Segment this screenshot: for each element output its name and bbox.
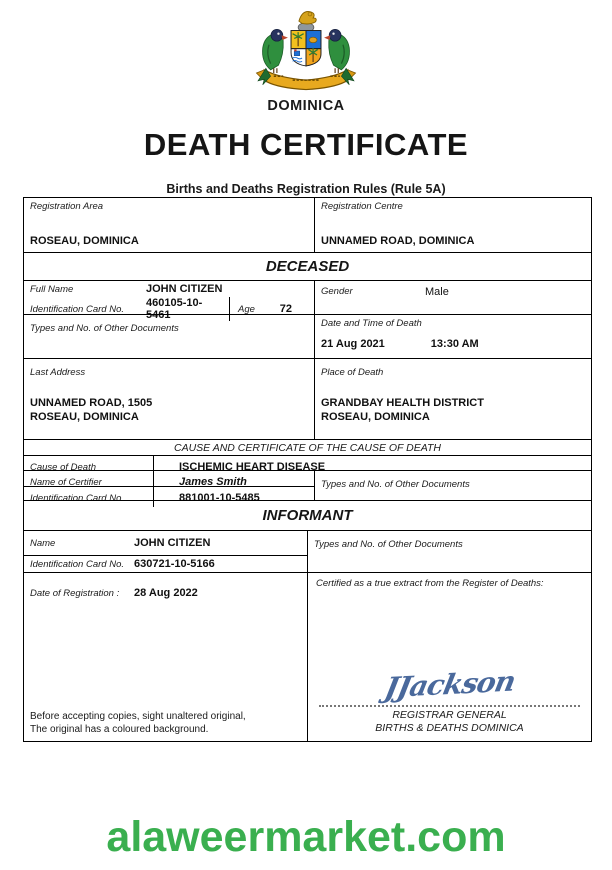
country-name: DOMINICA: [267, 98, 345, 114]
death-datetime-label: Date and Time of Death: [321, 318, 422, 329]
certifier-other-docs-label: Types and No. of Other Documents: [321, 479, 470, 490]
cause-of-death-row: [24, 455, 591, 473]
last-address-line1: UNNAMED ROAD, 1505: [30, 397, 153, 409]
id-value: 460105-10-5461: [146, 297, 203, 321]
informant-other-docs-label: Types and No. of Other Documents: [314, 539, 463, 550]
registration-date-line: [30, 587, 301, 599]
informant-id-line: [24, 555, 307, 572]
registration-area-label: Registration Area: [30, 201, 104, 212]
full-name-label: Full Name: [30, 283, 74, 295]
deceased-name-id-cell: [24, 281, 314, 321]
place-of-death-cell: [314, 359, 591, 439]
registrar-general-label: REGISTRAR GENERAL: [392, 709, 507, 721]
age-label: Age: [238, 303, 255, 315]
gender-value: Male: [425, 286, 449, 298]
watermark-text: alaweermarket.com: [106, 813, 506, 861]
signature-block: [316, 664, 583, 735]
registration-centre-value: UNNAMED ROAD, DOMINICA: [321, 235, 475, 247]
last-address-label: Last Address: [30, 367, 86, 378]
death-time-value: 13:30 AM: [430, 338, 479, 350]
certifier-id-label: Identification Card No.: [30, 493, 124, 504]
last-address-line2: ROSEAU, DOMINICA: [30, 411, 139, 423]
place-of-death-label: Place of Death: [321, 367, 384, 378]
cause-section-title: CAUSE AND CERTIFICATE OF THE CAUSE OF DEATH: [24, 439, 591, 455]
death-datetime-cell: [314, 315, 591, 358]
certifier-rows: [24, 470, 591, 504]
deceased-other-docs-label: Types and No. of Other Documents: [30, 323, 179, 334]
dominica-coat-of-arms-icon: [247, 5, 365, 97]
place-of-death-value: [321, 396, 585, 424]
registration-date-value: 28 Aug 2022: [134, 587, 198, 599]
full-name-line: [24, 281, 314, 297]
registration-area-value: ROSEAU, DOMINICA: [30, 235, 139, 247]
place-of-death-line2: ROSEAU, DOMINICA: [321, 411, 430, 423]
certifier-label: Name of Certifier: [30, 477, 102, 488]
document-subtitle: Births and Deaths Registration Rules (Rule 5A): [166, 182, 446, 196]
docs-deathtime-row: [24, 314, 591, 358]
informant-id-value: 630721-10-5166: [134, 558, 215, 570]
signature-line: [319, 705, 581, 707]
deceased-section-title: DECEASED: [24, 252, 591, 280]
registration-date-label: Date of Registration :: [30, 587, 120, 599]
informant-name-label: Name: [30, 537, 56, 549]
id-label: Identification Card No.: [30, 303, 124, 315]
place-of-death-line1: GRANDBAY HEALTH DISTRICT: [321, 397, 484, 409]
informant-left: [24, 531, 307, 572]
registration-centre-label: Registration Centre: [321, 201, 403, 212]
certifier-other-docs-cell: [314, 471, 591, 501]
registration-area-cell: [24, 198, 314, 252]
registrar-signature: JJackson: [381, 664, 518, 705]
cause-label: Cause of Death: [30, 462, 97, 473]
death-datetime-values: [321, 338, 585, 355]
certified-extract-label: Certified as a true extract from the Register of Deaths:: [316, 578, 544, 589]
certifier-id-line: [24, 486, 314, 504]
certifier-id-value: 881001-10-5485: [179, 492, 260, 504]
registrar-office-label: BIRTHS & DEATHS DOMINICA: [375, 722, 524, 734]
age-value: 72: [279, 303, 292, 315]
id-age-line: [24, 297, 314, 321]
death-date-value: 21 Aug 2021: [321, 338, 385, 350]
gender-cell: [314, 281, 591, 314]
registration-certification-row: [24, 572, 591, 741]
certifier-name-line: [24, 471, 314, 486]
deceased-other-docs-cell: [24, 315, 314, 358]
certificate-table: [23, 197, 592, 742]
registration-centre-cell: [314, 198, 591, 252]
deceased-identity-row: [24, 280, 591, 321]
certifier-name-value: James Smith: [179, 476, 247, 488]
certifier-left: [24, 471, 314, 504]
registration-date-cell: [24, 573, 307, 741]
informant-other-docs-cell: [307, 531, 591, 572]
informant-name-line: [24, 531, 307, 555]
coat-of-arms: [0, 0, 612, 114]
copy-notice-line2: The original has a coloured background.: [30, 723, 209, 735]
copy-notice: [30, 711, 301, 736]
informant-section-title: INFORMANT: [24, 500, 591, 530]
gender-label: Gender: [321, 286, 353, 297]
full-name-value: JOHN CITIZEN: [146, 283, 223, 295]
certification-cell: [307, 573, 591, 741]
last-address-value: [30, 396, 308, 424]
document-title: DEATH CERTIFICATE: [143, 127, 469, 162]
address-place-row: [24, 358, 591, 439]
informant-name-value: JOHN CITIZEN: [134, 537, 211, 549]
cause-value: ISCHEMIC HEART DISEASE: [179, 461, 326, 473]
informant-id-label: Identification Card No.: [30, 558, 124, 570]
informant-identity-rows: [24, 530, 591, 572]
registration-row: [24, 198, 591, 252]
last-address-cell: [24, 359, 314, 439]
copy-notice-line1: Before accepting copies, sight unaltered original,: [30, 711, 246, 722]
